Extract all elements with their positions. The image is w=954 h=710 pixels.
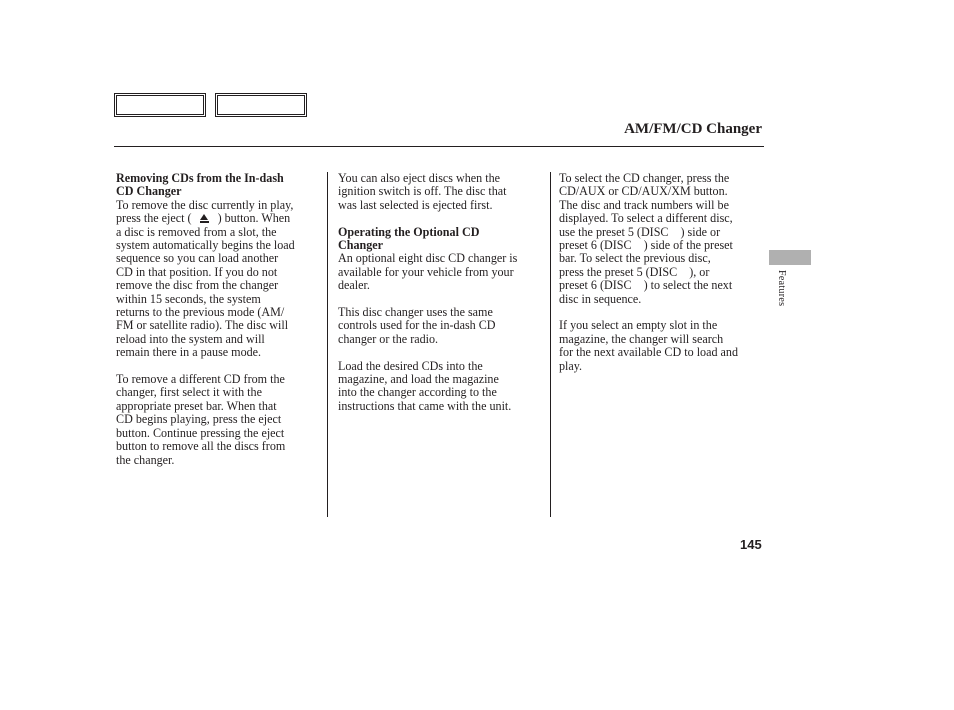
column-divider bbox=[327, 172, 328, 517]
text-line bbox=[116, 212, 322, 225]
text-line: To remove a different CD from the bbox=[116, 372, 285, 387]
text-line: dealer. bbox=[338, 278, 370, 293]
text-line: If you select an empty slot in the bbox=[559, 318, 718, 333]
text-line: An optional eight disc CD changer is bbox=[338, 251, 518, 266]
text-fragment: preset 6 (DISC bbox=[559, 238, 632, 253]
text-fragment: ) to select the next bbox=[643, 278, 733, 293]
text-line: appropriate preset bar. When that bbox=[116, 398, 277, 413]
text-fragment: ) button. When bbox=[217, 211, 291, 226]
text-line: button. Continue pressing the eject bbox=[116, 425, 285, 440]
text-line: for the next available CD to load and bbox=[559, 345, 738, 360]
text-line: instructions that came with the unit. bbox=[338, 398, 512, 413]
text-line: available for your vehicle from your bbox=[338, 264, 514, 279]
text-line: magazine, and load the magazine bbox=[338, 372, 499, 387]
text-line: This disc changer uses the same bbox=[338, 305, 493, 320]
text-line: ignition switch is off. The disc that bbox=[338, 184, 507, 199]
text-line: CD in that position. If you do not bbox=[116, 264, 278, 279]
text-line bbox=[559, 279, 763, 292]
column-3 bbox=[559, 172, 763, 373]
text-line: CD begins playing, press the eject bbox=[116, 412, 282, 427]
section-heading: Removing CDs from the In-dash bbox=[116, 171, 284, 185]
section-tab bbox=[769, 250, 811, 265]
text-line: was last selected is ejected first. bbox=[338, 197, 493, 212]
title-rule bbox=[114, 146, 764, 147]
text-line bbox=[559, 226, 763, 239]
text-line: returns to the previous mode (AM/ bbox=[116, 305, 285, 320]
page-number: 145 bbox=[740, 537, 762, 552]
section-heading: CD Changer bbox=[116, 184, 182, 199]
text-line bbox=[559, 239, 763, 252]
text-line: To select the CD changer, press the bbox=[559, 171, 730, 185]
text-line: system automatically begins the load bbox=[116, 238, 295, 253]
text-fragment: press the preset 5 (DISC bbox=[559, 264, 678, 279]
section-heading: Operating the Optional CD bbox=[338, 224, 480, 239]
text-line: magazine, the changer will search bbox=[559, 331, 724, 346]
text-line: displayed. To select a different disc, bbox=[559, 211, 733, 226]
text-fragment: ) side of the preset bbox=[643, 238, 733, 253]
text-line: CD/AUX or CD/AUX/XM button. bbox=[559, 184, 728, 199]
nav-box-next[interactable] bbox=[215, 93, 307, 117]
page-title: AM/FM/CD Changer bbox=[624, 121, 762, 137]
section-label: Features bbox=[776, 270, 787, 307]
eject-icon bbox=[200, 214, 209, 223]
text-line: bar. To select the previous disc, bbox=[559, 251, 711, 266]
text-line: button to remove all the discs from bbox=[116, 439, 286, 454]
text-line: a disc is removed from a slot, the bbox=[116, 224, 277, 239]
text-line: You can also eject discs when the bbox=[338, 171, 501, 185]
text-line: play. bbox=[559, 358, 583, 373]
text-line: FM or satellite radio). The disc will bbox=[116, 318, 289, 333]
text-fragment: preset 6 (DISC bbox=[559, 278, 632, 293]
text-line: sequence so you can load another bbox=[116, 251, 279, 266]
text-fragment: use the preset 5 (DISC bbox=[559, 224, 669, 239]
text-line: Load the desired CDs into the bbox=[338, 358, 483, 373]
text-line: changer, first select it with the bbox=[116, 385, 262, 400]
nav-box-previous[interactable] bbox=[114, 93, 206, 117]
text-fragment: ) side or bbox=[680, 224, 721, 239]
text-fragment: ), or bbox=[689, 264, 710, 279]
text-line: the changer. bbox=[116, 452, 175, 467]
text-line: reload into the system and will bbox=[116, 331, 265, 346]
text-line: remove the disc from the changer bbox=[116, 278, 279, 293]
text-line: into the changer according to the bbox=[338, 385, 497, 400]
text-line bbox=[559, 266, 763, 279]
text-line: To remove the disc currently in play, bbox=[116, 197, 294, 212]
text-fragment: press the eject ( bbox=[116, 211, 192, 226]
text-line: within 15 seconds, the system bbox=[116, 291, 261, 306]
column-2 bbox=[338, 172, 542, 413]
text-line: remain there in a pause mode. bbox=[116, 345, 262, 360]
text-line: changer or the radio. bbox=[338, 331, 439, 346]
text-line: disc in sequence. bbox=[559, 291, 642, 306]
text-line: The disc and track numbers will be bbox=[559, 197, 729, 212]
text-line: controls used for the in-dash CD bbox=[338, 318, 496, 333]
column-divider bbox=[550, 172, 551, 517]
column-1 bbox=[116, 172, 322, 467]
section-heading: Changer bbox=[338, 238, 384, 253]
